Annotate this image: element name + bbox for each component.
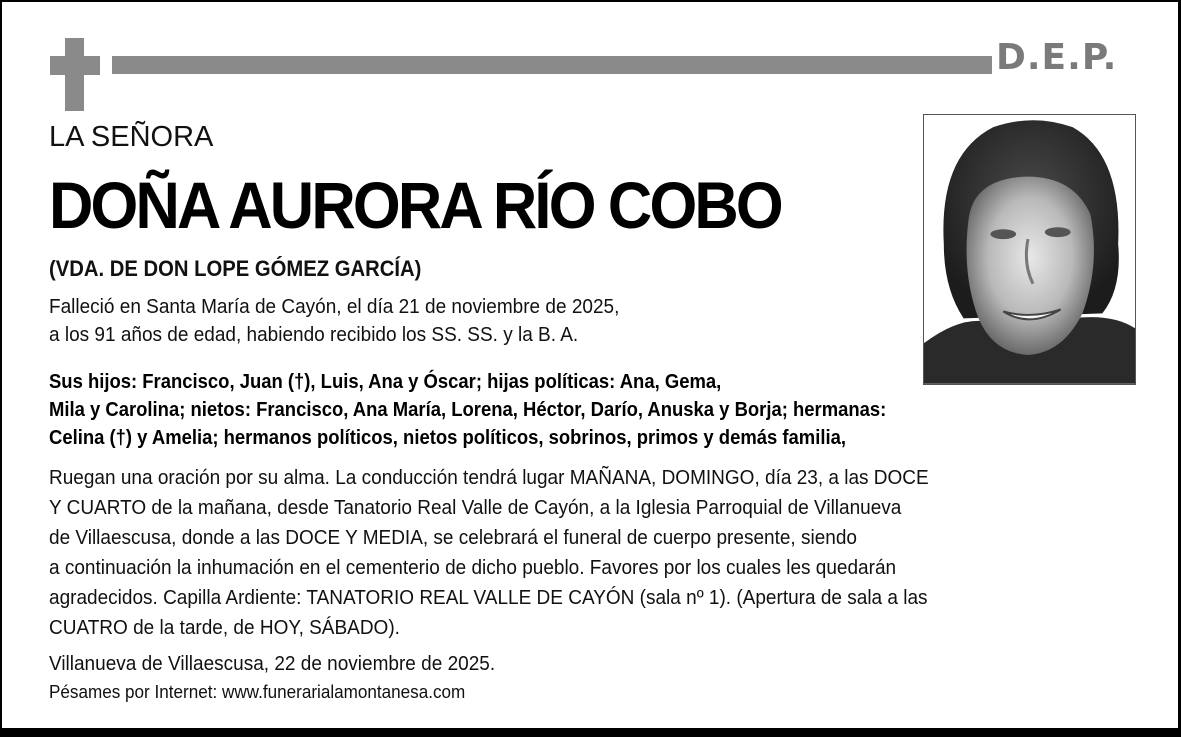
condolences-link: Pésames por Internet: www.funerarialamontanesa.com bbox=[49, 682, 466, 702]
funeral-line: Ruegan una oración por su alma. La conducción tendrá lugar MAÑANA, DOMINGO, día 23, a las DOCE bbox=[49, 467, 929, 489]
death-notice-line: a los 91 años de edad, habiendo recibido los SS. SS. y la B. A. bbox=[49, 324, 579, 346]
cross-icon-arm bbox=[50, 56, 100, 75]
family-list bbox=[49, 368, 886, 452]
place-date: Villanueva de Villaescusa, 22 de noviembre de 2025. bbox=[49, 653, 496, 675]
header-rule bbox=[112, 56, 992, 74]
death-notice bbox=[49, 293, 619, 349]
funeral-line: a continuación la inhumación en el cementerio de dicho pueblo. Favores por los cuales les quedarán bbox=[49, 557, 897, 579]
funeral-info bbox=[49, 463, 929, 643]
portrait-icon bbox=[924, 115, 1135, 384]
deceased-name: DOÑA AURORA RÍO COBO bbox=[49, 168, 781, 242]
salutation: LA SEÑORA bbox=[49, 121, 214, 153]
funeral-line: agradecidos. Capilla Ardiente: TANATORIO REAL VALLE DE CAYÓN (sala nº 1). (Apertura de sala a las bbox=[49, 587, 928, 609]
death-notice-line: Falleció en Santa María de Cayón, el día 21 de noviembre de 2025, bbox=[49, 296, 620, 318]
widow-of: (VDA. DE DON LOPE GÓMEZ GARCÍA) bbox=[49, 256, 422, 281]
family-line: Mila y Carolina; nietos: Francisco, Ana María, Lorena, Héctor, Darío, Anuska y Borja; hermanas: bbox=[49, 398, 887, 421]
family-line: Celina (†) y Amelia; hermanos políticos, nietos políticos, sobrinos, primos y demás familia, bbox=[49, 426, 846, 449]
funeral-line: CUATRO de la tarde, de HOY, SÁBADO). bbox=[49, 617, 400, 639]
portrait-photo bbox=[923, 114, 1136, 385]
dep-label: D.E.P. bbox=[996, 37, 1118, 78]
family-line: Sus hijos: Francisco, Juan (†), Luis, Ana y Óscar; hijas políticas: Ana, Gema, bbox=[49, 370, 722, 393]
funeral-line: de Villaescusa, donde a las DOCE Y MEDIA, se celebrará el funeral de cuerpo presente, siendo bbox=[49, 527, 857, 549]
funeral-line: Y CUARTO de la mañana, desde Tanatorio Real Valle de Cayón, a la Iglesia Parroquial de Villanueva bbox=[49, 497, 902, 519]
